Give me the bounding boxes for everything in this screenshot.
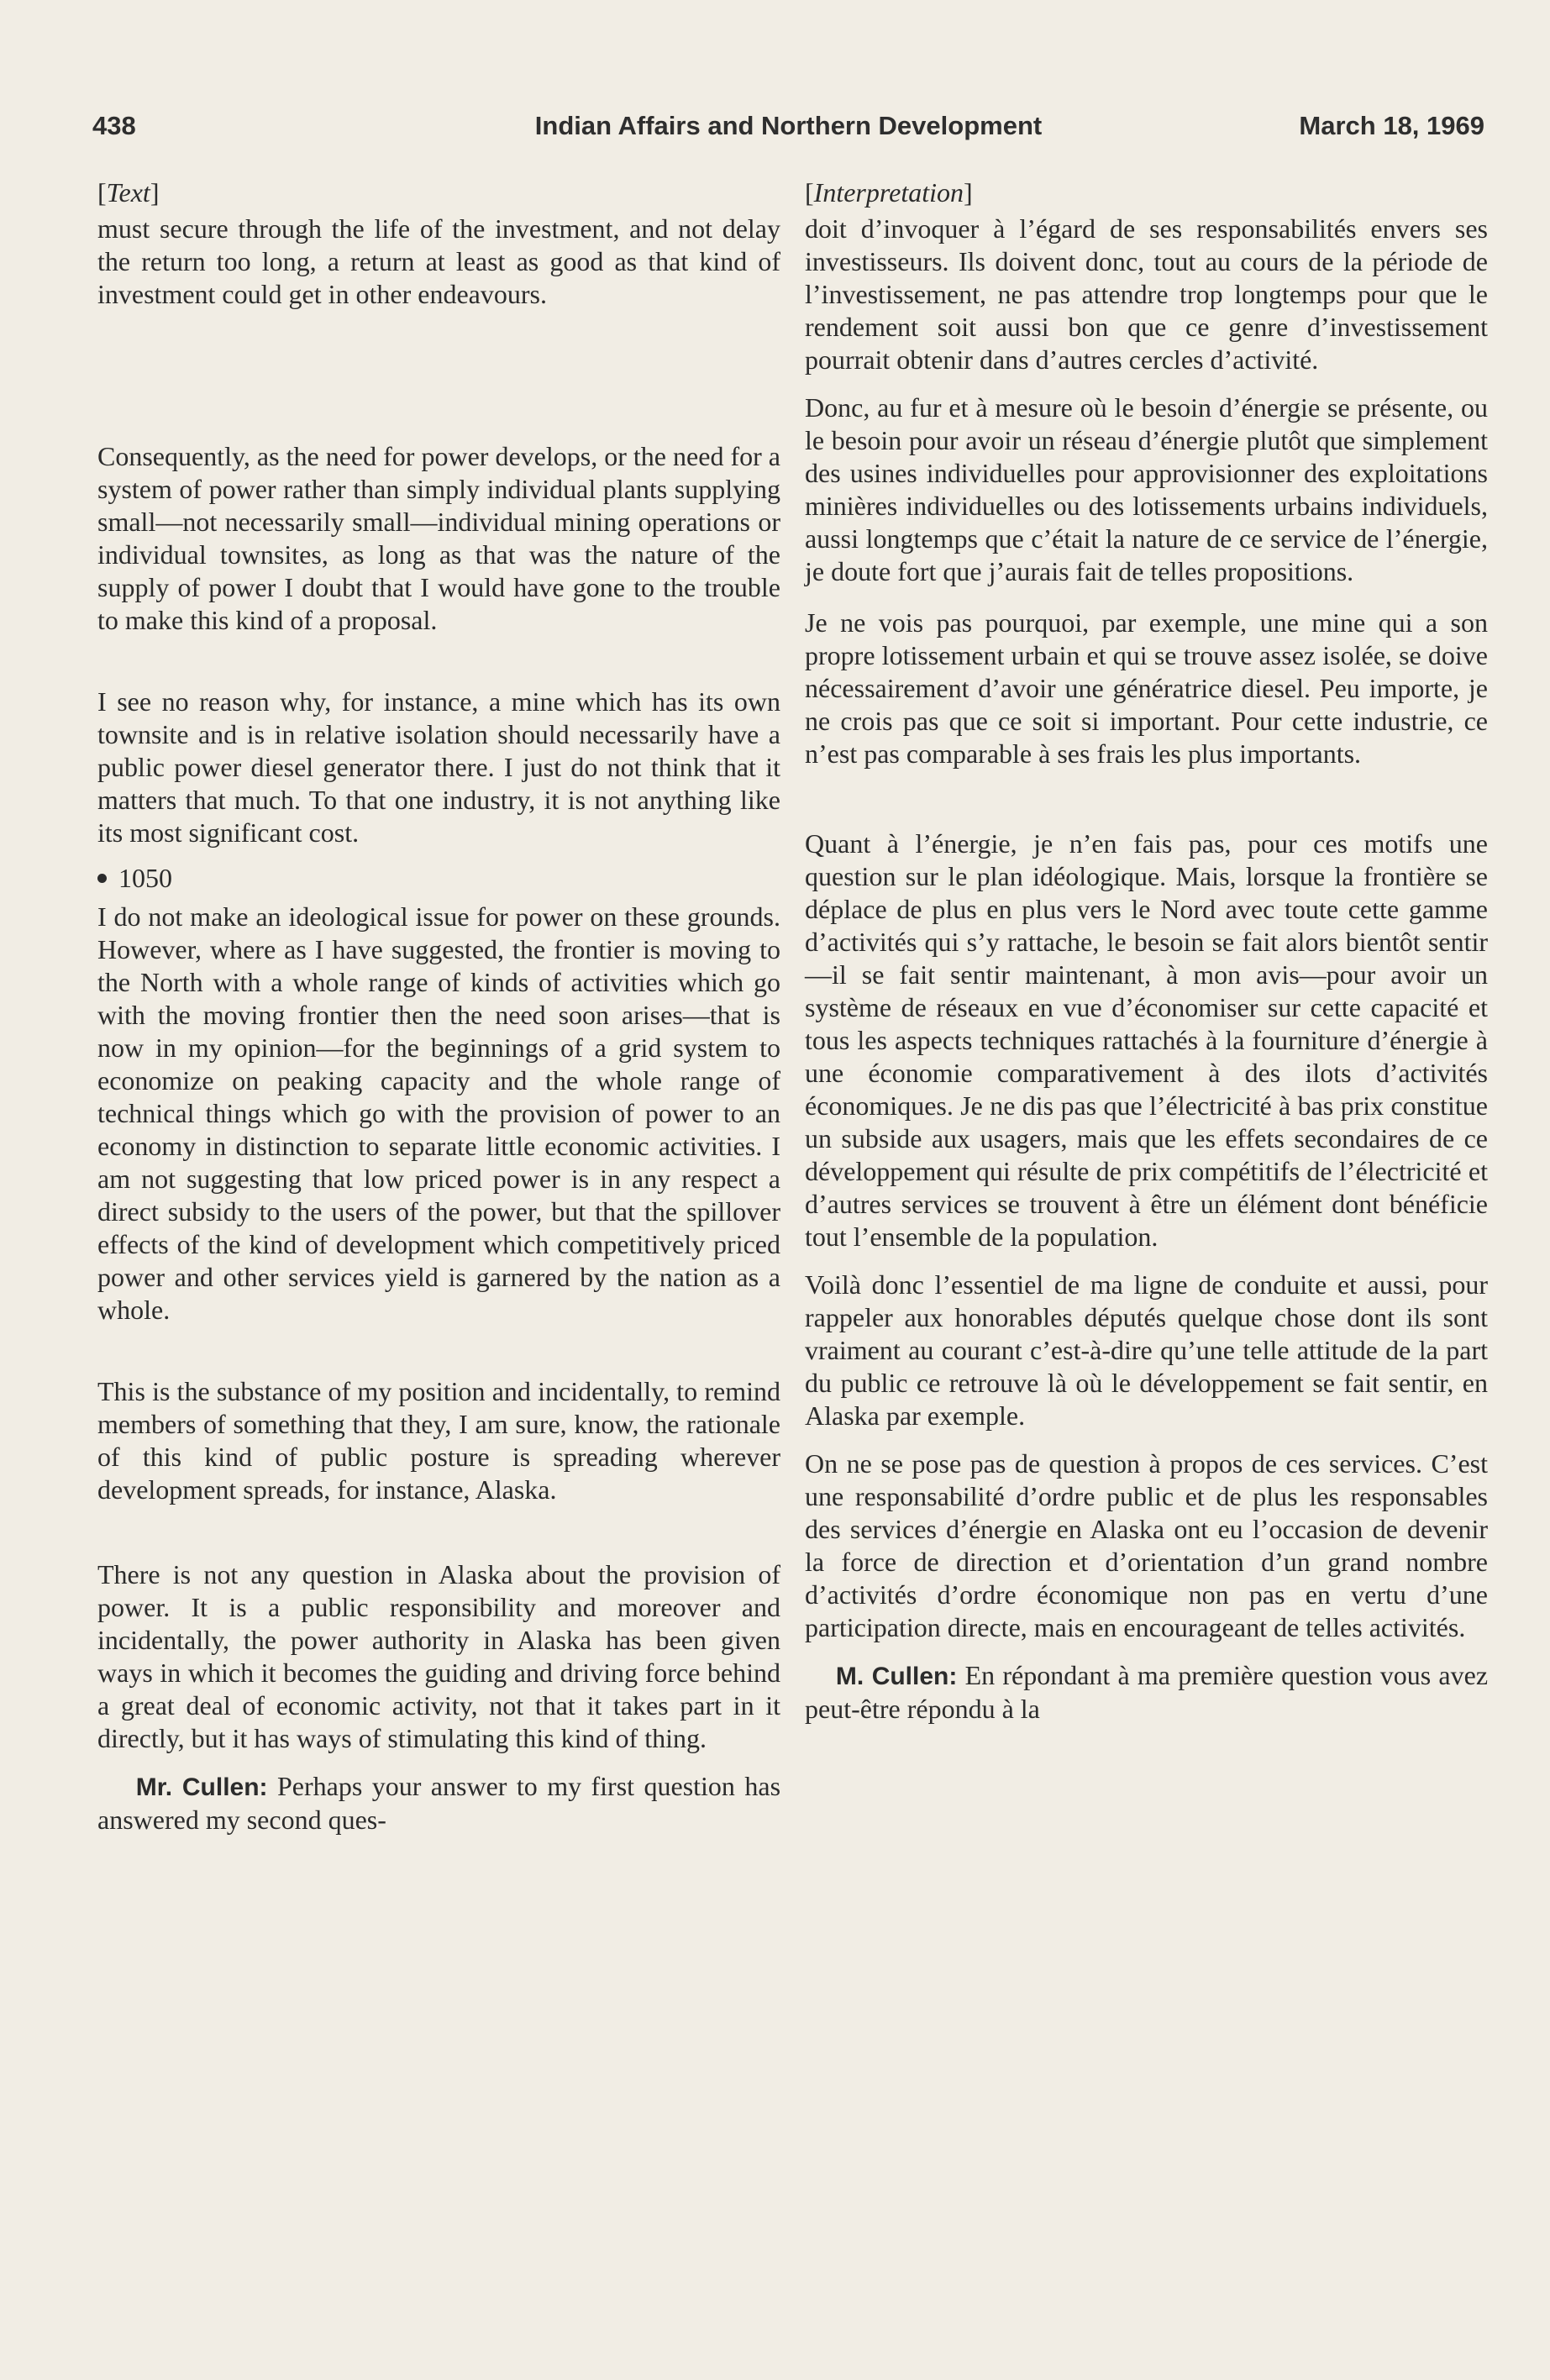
column-label: [Interpretation]	[805, 177, 973, 208]
paragraph	[97, 1770, 780, 1836]
time-marker	[97, 862, 780, 895]
paragraph: Quant à l’énergie, je n’en fais pas, pour ces motifs une question sur le plan idéologique. Mais, lorsque la frontière se déplace de plus en plus vers le Nord avec toute cette gamme d’activités qui s’y rattache, le besoin se fait alors bientôt sentir—il se fait sentir maintenant, à mon avis—pour avoir un système de réseaux en vue d’économiser sur cette capacité et tous les aspects techniques rattachés à la fourniture d’énergie à une économie comparativement à des ilots d’activités économiques. Je ne dis pas que l’électricité à bas prix constitue un subside aux usagers, mais que les effets secondaires de ce développement qui résulte de prix compétitifs de l’électricité et d’autres services se trouvent à être un élément dont bénéficie tout l’ensemble de la population.	[805, 828, 1488, 1252]
paragraph: must secure through the life of the investment, and not delay the return too long, a return at least as good as that kind of investment could get in other endeavours.	[97, 213, 780, 309]
paragraph: On ne se pose pas de question à propos de ces services. C’est une responsabilité d’ordre public et de plus les responsables des services d’énergie en Alaska ont eu l’occasion de devenir la force de direction et d’orientation d’un grand nombre d’activités d’ordre économique non pas en vertu d’une participation directe, mais en encourageant de telles activités.	[805, 1448, 1488, 1642]
bullet-icon	[97, 874, 107, 883]
paragraph: This is the substance of my position and incidentally, to remind members of something that they, I am sure, know, the rationale of this kind of public posture is spreading wherever development spreads, for instance, Alaska.	[97, 1376, 780, 1505]
paragraph	[805, 1659, 1488, 1726]
speaker-text: Perhaps your answer to my first question has answered my second ques-	[97, 1771, 781, 1835]
french-column	[805, 176, 1488, 1726]
paragraph: There is not any question in Alaska about the provision of power. It is a public responsibility and moreover and incidentally, the power authority in Alaska has been given ways in which it becomes the guiding and driving force behind a great deal of economic activity, not that it takes part in it directly, but it has ways of stimulating this kind of thing.	[97, 1559, 780, 1753]
english-column	[97, 176, 780, 1836]
running-header	[92, 111, 1484, 153]
paragraph: doit d’invoquer à l’égard de ses responsabilités envers ses investisseurs. Ils doivent donc, tout au cours de la période de l’investissement, ne pas attendre trop longtemps pour que le rendement soit aussi bon que ce genre d’investissement pourrait obtenir dans d’autres cercles d’activité.	[805, 213, 1488, 375]
column-label-text: Text	[106, 177, 150, 208]
paragraph: I do not make an ideological issue for power on these grounds. However, where as I have suggested, the frontier is moving to the North with a whole range of kinds of activities which go with the moving frontier then the need soon arises—that is now in my opinion—for the beginnings of a grid system to economize on peaking capacity and the whole range of technical things which go with the provision of power to an economy in distinction to separate little economic activities. I am not suggesting that low priced power is in any respect a direct subsidy to the users of the power, but that the spillover effects of the kind of development which competitively priced power and other services yield is garnered by the nation as a whole.	[97, 901, 780, 1325]
speaker-name: Mr. Cullen:	[135, 1773, 268, 1801]
column-label-text: Interpretation	[813, 177, 964, 208]
speaker-text: En répondant à ma première question vous avez peut-être répondu à la	[805, 1660, 1489, 1724]
header-date: March 18, 1969	[1299, 111, 1484, 140]
column-label: [Text]	[97, 177, 160, 208]
paragraph: I see no reason why, for instance, a mine which has its own townsite and is in relative isolation should necessarily have a public power diesel generator there. I just do not think that it matters that much. To that one industry, it is not anything like its most significant cost.	[97, 686, 780, 848]
speaker-name: M. Cullen:	[835, 1663, 958, 1690]
time-marker-text: 1050	[118, 863, 172, 893]
paragraph: Je ne vois pas pourquoi, par exemple, une mine qui a son propre lotissement urbain et qui se trouve assez isolée, se doive nécessairement d’avoir une génératrice diesel. Peu importe, je ne crois pas que ce soit si important. Pour cette industrie, ce n’est pas comparable à ses frais les plus importants.	[805, 607, 1488, 769]
paragraph: Consequently, as the need for power develops, or the need for a system of power rather than simply individual plants supplying small—not necessarily small—individual mining operations or individual townsites, as long as that was the nature of the supply of power I doubt that I would have gone to the trouble to make this kind of a proposal.	[97, 441, 780, 635]
publication-title: Indian Affairs and Northern Development	[534, 111, 1043, 140]
paragraph: Voilà donc l’essentiel de ma ligne de conduite et aussi, pour rappeler aux honorables députés quelque chose dont ils sont vraiment au courant c’est-à-dire qu’une telle attitude de la part du public ce retrouve là où le développement se fait sentir, en Alaska par exemple.	[805, 1269, 1488, 1431]
page-number: 438	[92, 111, 136, 140]
paragraph: Donc, au fur et à mesure où le besoin d’énergie se présente, ou le besoin pour avoir un réseau d’énergie plutôt que simplement des usines individuelles pour approvisionner des exploitations minières individuelles ou des lotissements urbains individuels, aussi longtemps que c’était la nature de ce service de l’énergie, je doute fort que j’aurais fait de telles propositions.	[805, 392, 1488, 586]
